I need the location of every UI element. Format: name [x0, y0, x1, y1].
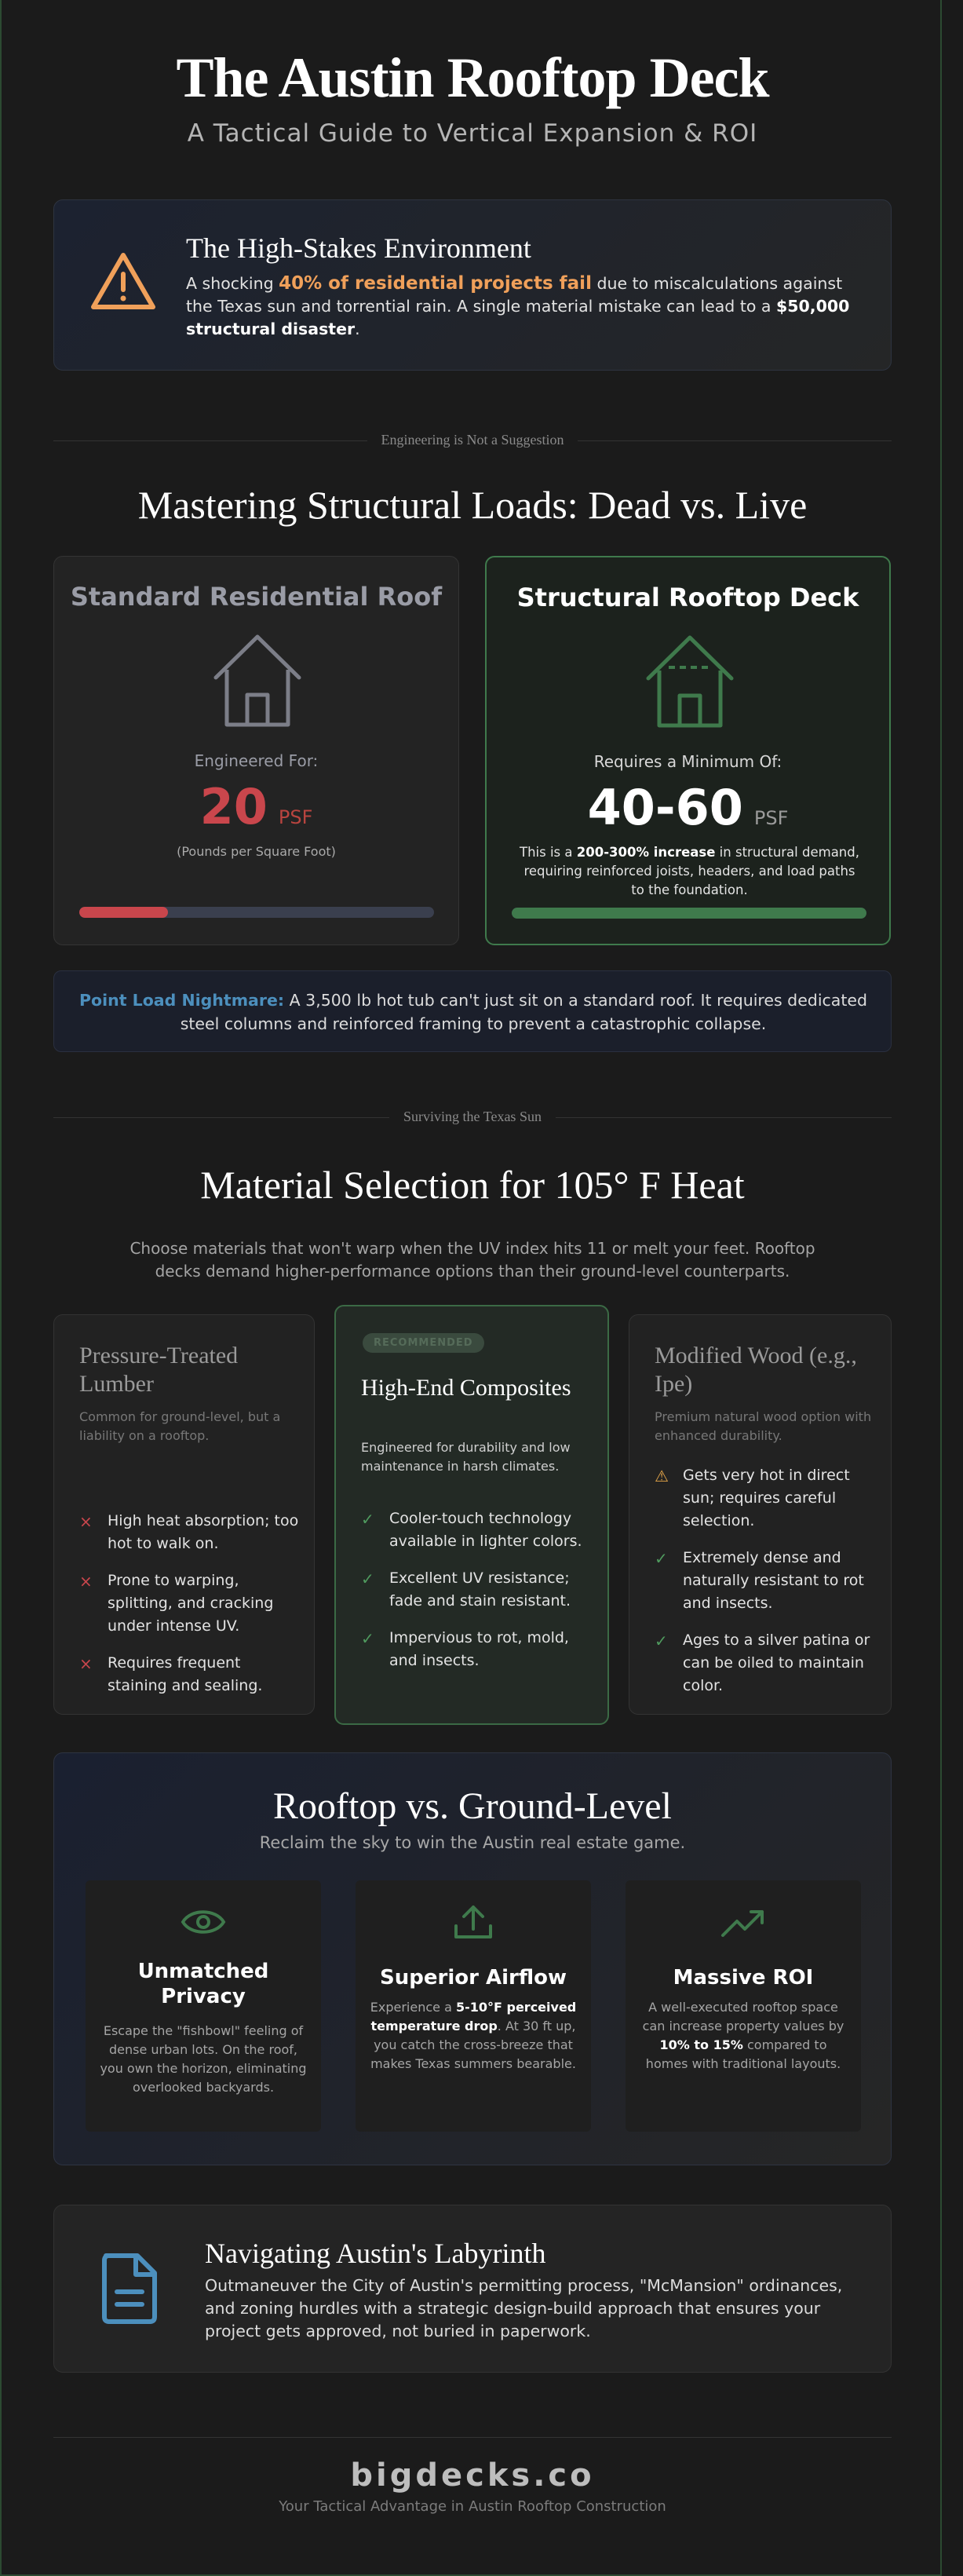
house-deck-icon	[644, 633, 736, 732]
load-description: This is a 200-300% increase in structural demand, requiring reinforced joists, headers, and load paths to the foundation.	[520, 845, 859, 897]
x-icon: ×	[79, 1654, 93, 1673]
material-title: Pressure-Treated Lumber	[79, 1343, 239, 1397]
list-item: × Requires frequent staining and sealing.	[79, 1654, 263, 1694]
list-item: × High heat absorption; too hot to walk on.	[79, 1512, 299, 1552]
list-item: ✓ Excellent UV resistance; fade and stain resistant.	[361, 1569, 571, 1610]
benefit-text: Experience a 5-10°F perceived temperature drop. At 30 ft up, you catch the cross-breeze that makes Texas summers bearable.	[370, 2000, 577, 2071]
high-stakes-callout	[53, 199, 892, 371]
page-subtitle: A Tactical Guide to Vertical Expansion & ROI	[187, 119, 758, 148]
material-card-composites	[334, 1305, 609, 1725]
card-title: Standard Residential Roof	[70, 582, 443, 612]
callout-text: A shocking 40% of residential projects fail due to miscalculations against the Texas sun and torrential rain. A single material mistake can lead to a $50,000 structural disaster.	[186, 273, 850, 338]
benefit-card-roi	[626, 1880, 861, 2132]
x-icon: ×	[79, 1512, 93, 1531]
divider-label: Engineering is Not a Suggestion	[2, 432, 943, 448]
x-icon: ×	[79, 1572, 93, 1591]
section-subtitle: Reclaim the sky to win the Austin real estate game.	[259, 1833, 686, 1852]
footer-divider	[53, 2437, 892, 2438]
brand-tagline: Your Tactical Advantage in Austin Rooftop Construction	[279, 2498, 666, 2515]
load-bar	[79, 907, 434, 918]
list-item: ✓ Extremely dense and naturally resistant to rot and insects.	[655, 1549, 864, 1612]
benefit-card-airflow	[356, 1880, 591, 2132]
check-icon: ✓	[361, 1510, 374, 1529]
wind-icon	[450, 1902, 497, 1942]
check-icon: ✓	[655, 1631, 668, 1650]
benefit-card-privacy	[86, 1880, 321, 2132]
load-bar	[512, 908, 866, 919]
benefit-text: Escape the "fishbowl" feeling of dense urban lots. On the roof, you own the horizon, eliminating overlooked backyards.	[100, 2023, 307, 2095]
permitting-callout	[53, 2205, 892, 2373]
material-pros-list	[361, 1507, 593, 1686]
loads-section-title: Mastering Structural Loads: Dead vs. Live	[137, 483, 808, 527]
warning-triangle-icon	[90, 250, 156, 313]
document-icon	[98, 2251, 161, 2326]
cost-stat: $50,000 structural disaster	[186, 297, 850, 338]
list-item: ✓ Cooler-touch technology available in lighter colors.	[361, 1510, 582, 1550]
list-item: × Prone to warping, splitting, and cracking under intense UV.	[79, 1572, 274, 1635]
material-card-modified-wood	[629, 1314, 892, 1715]
eye-icon	[180, 1902, 227, 1942]
load-value: 20 PSF	[199, 778, 313, 835]
recommended-badge: RECOMMENDED	[363, 1333, 484, 1353]
benefit-title: Massive ROI	[673, 1966, 814, 1990]
card-title: Structural Rooftop Deck	[516, 583, 859, 612]
divider-label: Surviving the Texas Sun	[2, 1109, 943, 1125]
check-icon: ✓	[361, 1629, 374, 1648]
benefit-title: Unmatched Privacy	[137, 1960, 269, 2008]
rooftop-deck-card	[485, 556, 891, 945]
load-label: Requires a Minimum Of:	[593, 752, 782, 771]
point-load-text: Point Load Nightmare: A 3,500 lb hot tub can't just sit on a standard roof. It requires dedicated steel columns and reinforced framing to prevent a catastrophic collapse.	[78, 991, 868, 1033]
benefit-text: A well-executed rooftop space can increase property values by 10% to 15% compared to homes with traditional layouts.	[642, 2000, 844, 2071]
brand-logo[interactable]: bigdecks.co	[350, 2457, 595, 2494]
standard-roof-card	[53, 556, 459, 945]
callout-title: Navigating Austin's Labyrinth	[205, 2238, 546, 2269]
material-card-lumber	[53, 1314, 315, 1715]
materials-section-title: Material Selection for 105° F Heat	[200, 1163, 745, 1207]
check-icon: ✓	[655, 1549, 668, 1568]
material-title: High-End Composites	[361, 1375, 571, 1401]
callout-title: The High-Stakes Environment	[186, 232, 531, 264]
materials-intro: Choose materials that won't warp when the UV index hits 11 or melt your feet. Rooftop decks demand higher-performance options than their ground-level counterparts.	[129, 1239, 815, 1281]
house-icon	[211, 632, 304, 731]
load-value: 40-60 PSF	[587, 779, 789, 836]
benefit-title: Superior Airflow	[380, 1966, 567, 1990]
material-subtitle: Premium natural wood option with enhanced durability.	[655, 1409, 872, 1443]
material-title: Modified Wood (e.g., Ipe)	[655, 1343, 857, 1397]
list-item: ✓ Ages to a silver patina or can be oiled to maintain color.	[655, 1631, 870, 1694]
callout-text: Outmaneuver the City of Austin's permitting process, "McMansion" ordinances, and zoning hurdles with a strategic design-build approach that ensures your project gets approved, not buried in paperwork.	[205, 2276, 843, 2340]
list-item: ✓ Impervious to rot, mold, and insects.	[361, 1629, 569, 1669]
point-load-callout	[53, 970, 892, 1052]
load-label: Engineered For:	[194, 751, 319, 770]
list-item: ⚠ Gets very hot in direct sun; requires careful selection.	[655, 1467, 850, 1529]
failure-stat: 40% of residential projects fail	[279, 273, 592, 294]
section-title: Rooftop vs. Ground-Level	[273, 1785, 672, 1827]
warning-icon: ⚠	[655, 1467, 669, 1485]
trending-up-icon	[720, 1902, 767, 1942]
check-icon: ✓	[361, 1569, 374, 1588]
material-traits-list	[655, 1464, 878, 1712]
page-title: The Austin Rooftop Deck	[176, 46, 769, 109]
material-cons-list	[79, 1510, 303, 1712]
rooftop-vs-ground-section	[53, 1752, 892, 2165]
unit-note: (Pounds per Square Foot)	[177, 844, 336, 859]
material-subtitle: Engineered for durability and low maintenance in harsh climates.	[361, 1440, 571, 1474]
material-subtitle: Common for ground-level, but a liability on a rooftop.	[79, 1409, 281, 1443]
